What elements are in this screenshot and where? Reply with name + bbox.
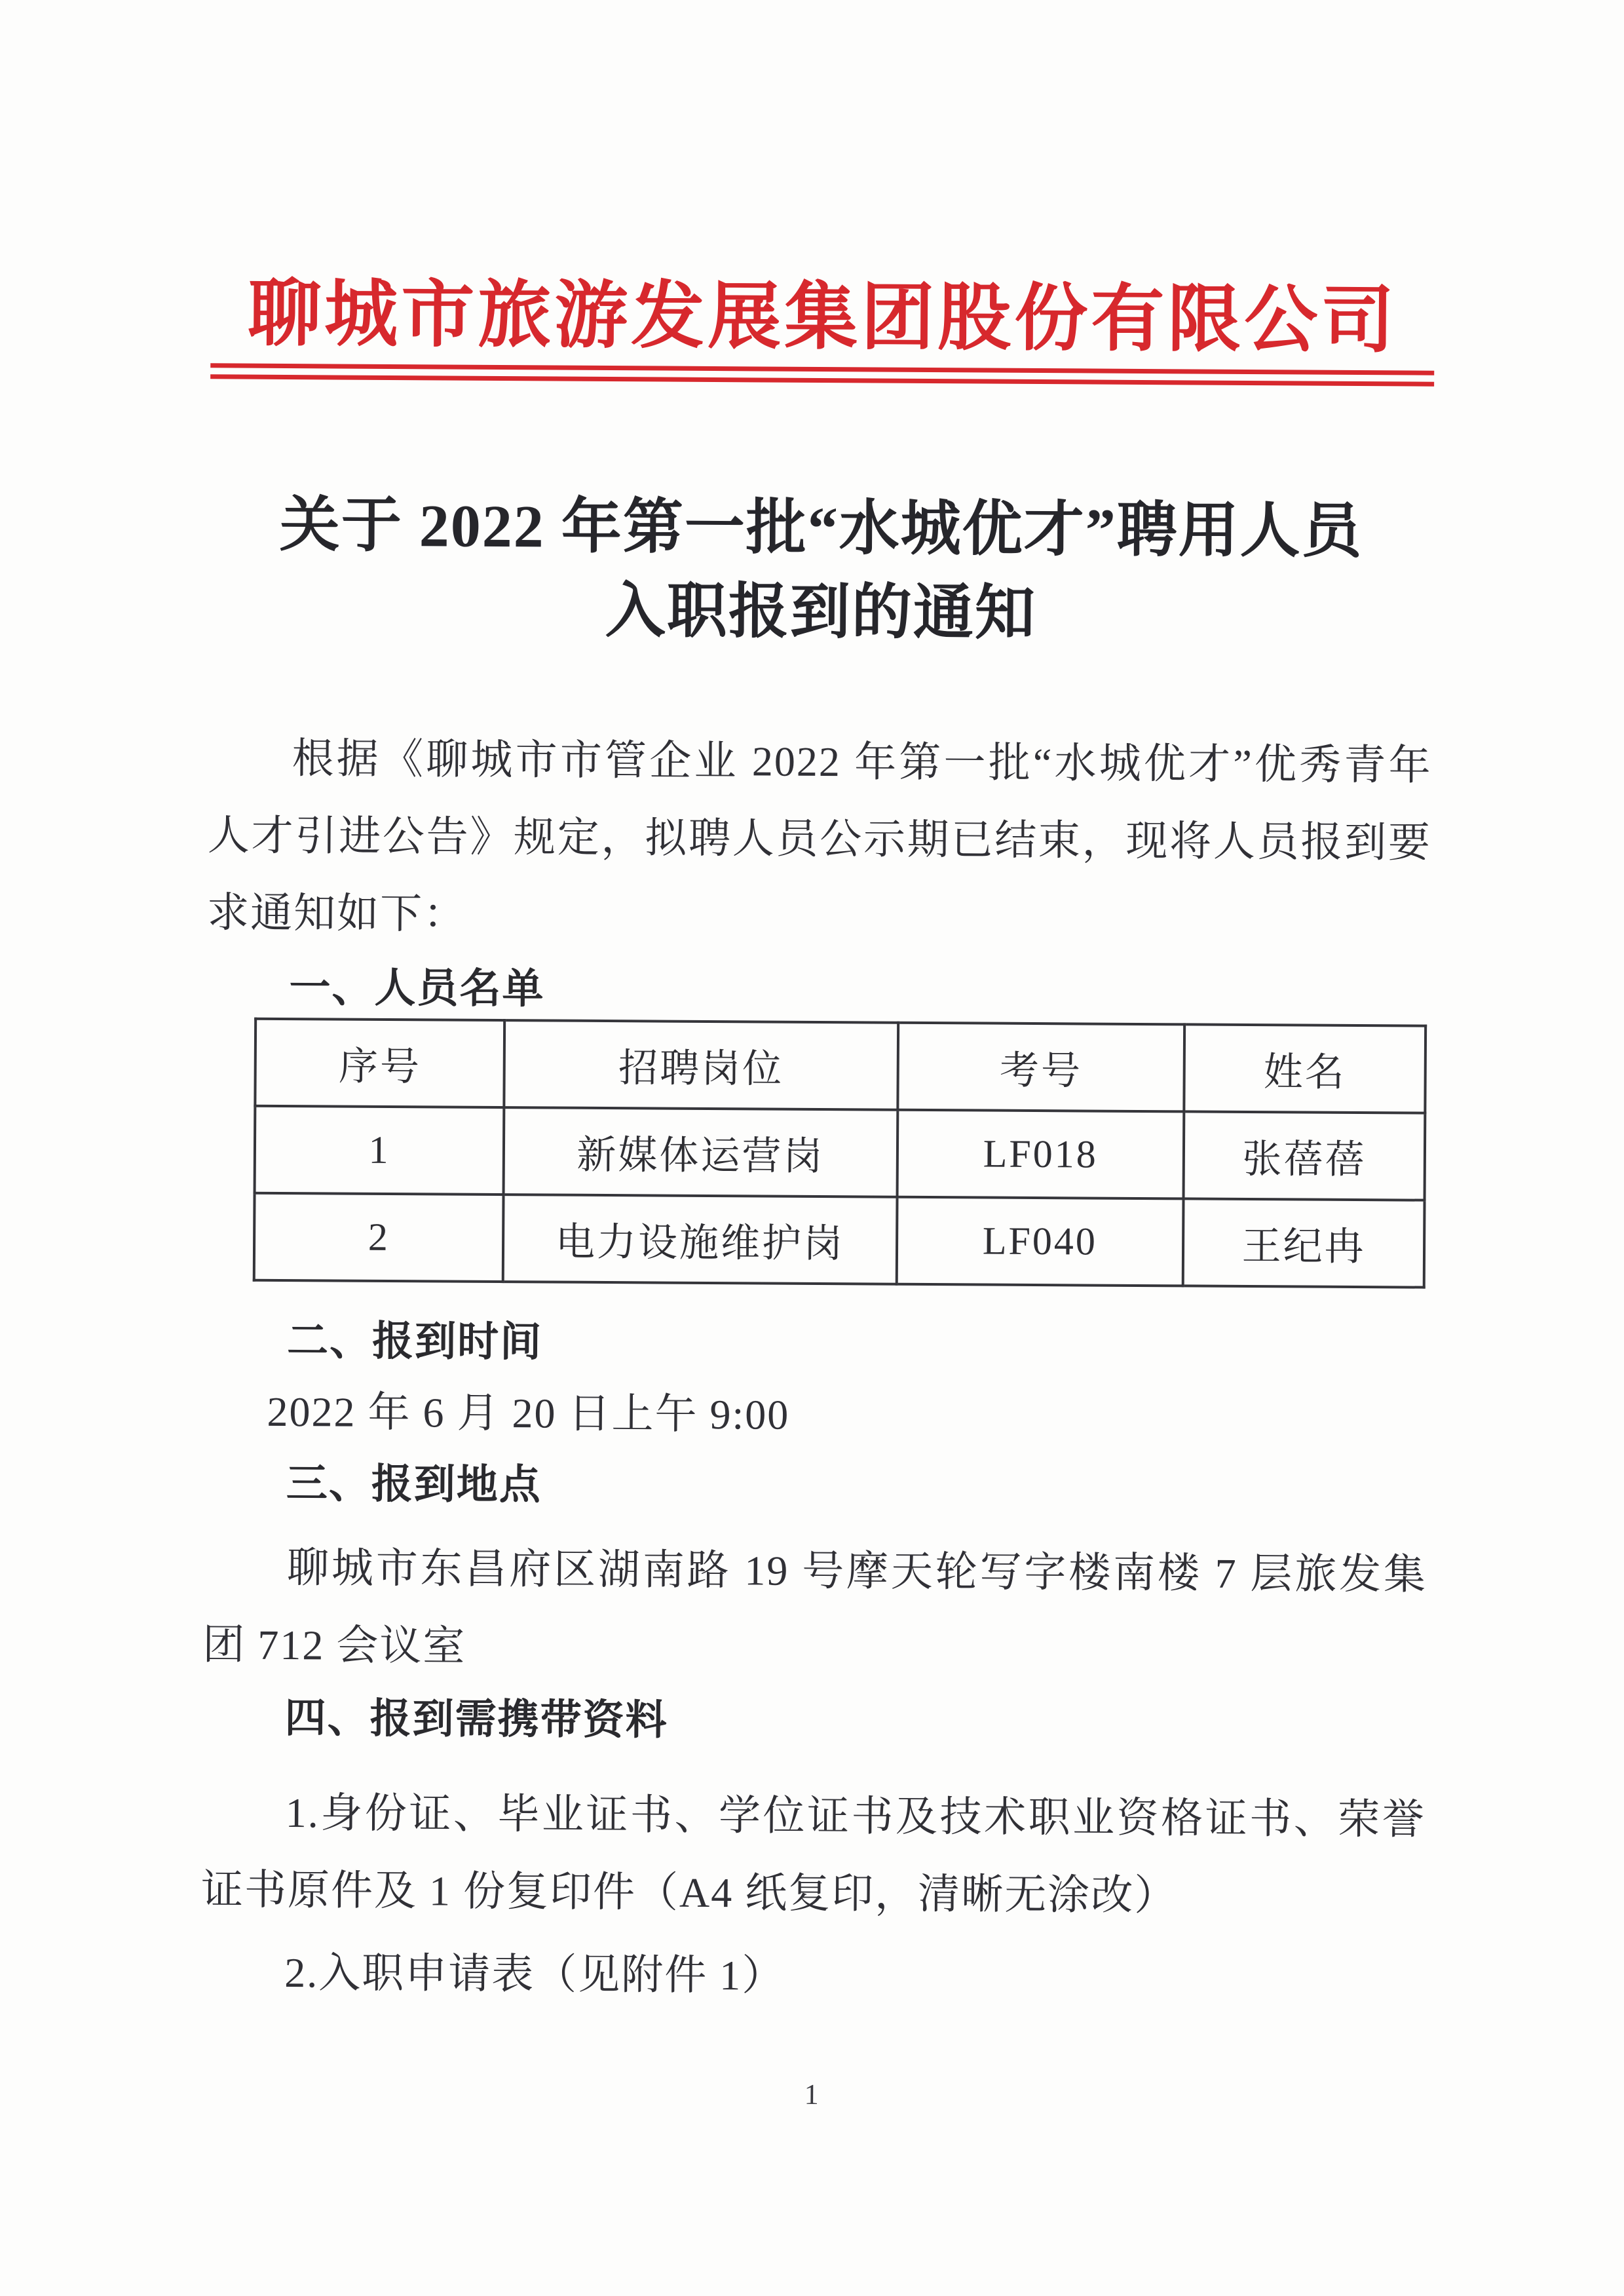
letterhead-divider <box>210 363 1434 386</box>
section-2-body: 2022 年 6 月 20 日上午 9:00 <box>267 1388 790 1438</box>
letterhead-company-name: 聊城市旅游发展集团股份有限公司 <box>247 273 1398 362</box>
table-header-row <box>255 1019 1426 1113</box>
cell-exam-no: LF018 <box>897 1110 1184 1199</box>
page-number: 1 <box>804 2078 820 2111</box>
document-title-line-2: 入职报到的通知 <box>605 577 1037 647</box>
section-4-heading: 四、报到需携带资料 <box>284 1695 668 1744</box>
table-header-serial: 序号 <box>255 1019 504 1107</box>
cell-exam-no: LF040 <box>896 1197 1183 1286</box>
section-3-body: 聊城市东昌府区湖南路 19 号摩天轮写字楼南楼 7 层旅发集团 712 会议室 <box>202 1544 1427 1670</box>
personnel-table <box>253 1018 1427 1289</box>
intro-paragraph: 根据《聊城市市管企业 2022 年第一批“水城优才”优秀青年人才引进公告》规定，拟聘人员公示期已结束，现将人员报到要求通知如下： <box>206 735 1432 938</box>
document-title-line-1: 关于 2022 年第一批“水城优才”聘用人员 <box>279 491 1364 565</box>
cell-serial: 2 <box>254 1193 504 1282</box>
section-4-item-1: 1.身份证、毕业证书、学位证书及技术职业资格证书、荣誉证书原件及 1 份复印件（A4 纸复印，清晰无涂改） <box>200 1789 1426 1919</box>
letterhead-divider-line-top <box>210 363 1434 375</box>
cell-position: 电力设施维护岗 <box>503 1195 897 1284</box>
section-3-heading: 三、报到地点 <box>286 1461 542 1508</box>
scanned-content <box>200 270 1435 2114</box>
section-1-heading: 一、人员名单 <box>289 965 545 1012</box>
cell-serial: 1 <box>255 1106 504 1195</box>
section-4-item-2: 2.入职申请表（见附件 1） <box>284 1949 785 1999</box>
cell-name: 张蓓蓓 <box>1184 1111 1426 1200</box>
document-title <box>209 482 1434 657</box>
table-header-exam-no: 考号 <box>897 1023 1184 1112</box>
table-header-name: 姓名 <box>1184 1024 1426 1113</box>
cell-name: 王纪冉 <box>1183 1198 1425 1287</box>
table-row <box>255 1106 1426 1200</box>
letterhead-divider-line-bottom <box>210 374 1434 386</box>
table-row <box>254 1193 1425 1288</box>
cell-position: 新媒体运营岗 <box>504 1107 897 1197</box>
section-2-heading: 二、报到时间 <box>286 1318 543 1366</box>
table-header-position: 招聘岗位 <box>504 1020 898 1110</box>
